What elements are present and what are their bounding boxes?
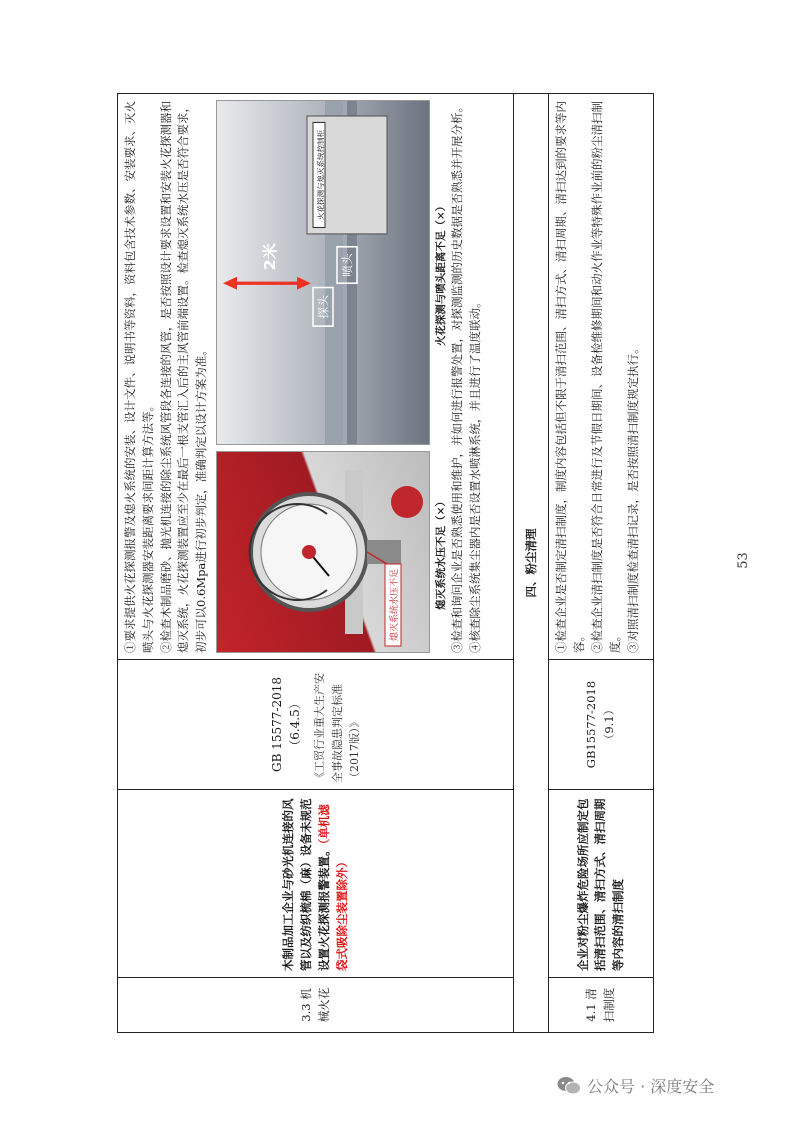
pressure-gauge-photo bbox=[216, 451, 430, 653]
standard-cell: GB15577-2018（9.1） bbox=[549, 660, 654, 790]
requirement-cell: 企业对粉尘爆炸危险场所应制定包括清扫范围、清扫方式、清扫周期等内容的清扫制度 bbox=[549, 790, 654, 978]
standard-note: 《工贸行业重大生产安全事故隐患判定标准（2017版）》 bbox=[312, 673, 362, 783]
method-1: ①检查企业是否制定清扫制度，制度内容包括但不限于清扫范围、清扫方式、清扫周期、清扫达到的要求等内容。 bbox=[554, 101, 587, 653]
photo2-tan: 探头 bbox=[316, 295, 330, 319]
method-3: ③检查和询问企业是否熟悉使用和维护，并如何进行报警处置，对探测监测的历史数据是否熟悉并开展分析。 bbox=[450, 101, 465, 653]
requirement-cell bbox=[118, 790, 514, 978]
page-number: 53 bbox=[735, 552, 751, 569]
footer-watermark bbox=[557, 1074, 714, 1097]
photo-row bbox=[216, 100, 430, 653]
spark-detector-photo bbox=[216, 100, 430, 445]
requirement-exception: （单机滤袋式吸除尘装置除外） bbox=[316, 804, 349, 971]
rotated-table-wrapper bbox=[117, 93, 654, 1033]
table-row bbox=[118, 94, 514, 1033]
photo2-plate: 火花探测与熄灭系统控制柜 bbox=[316, 129, 325, 220]
section-row bbox=[514, 94, 549, 1033]
method-cell bbox=[118, 94, 514, 660]
footer-label: 公众号 · 深度安全 bbox=[587, 1077, 715, 1096]
inspection-table bbox=[117, 93, 654, 1033]
wechat-icon bbox=[557, 1076, 581, 1096]
standard-code: GB 15577-2018（6.4.5） bbox=[269, 677, 303, 772]
method-4: ④核查除尘系统集尘器内是否设置水喷淋系统，并且进行了温度联动。 bbox=[468, 296, 483, 653]
photo2-pen: 喷头 bbox=[340, 253, 354, 277]
caption-2: 火花探测与喷头距离不足（×） bbox=[435, 200, 448, 347]
method-cell bbox=[549, 94, 654, 660]
photo1-tag: 熄灭系统水压不足 bbox=[390, 568, 401, 642]
item-cell: 3.3 机械火花 bbox=[118, 978, 514, 1033]
photo-captions bbox=[433, 100, 449, 653]
standard-cell bbox=[118, 660, 514, 790]
section-title: 四、粉尘清理 bbox=[514, 94, 549, 1033]
item-cell: 4.1 清扫制度 bbox=[549, 978, 654, 1033]
requirement-text: 木制品加工企业与砂光机连接的风管以及纺织梳棉（麻）设备未规范设置火花探测报警装置。 bbox=[281, 798, 331, 971]
method-2: ②检查企业清扫制度是否符合日常进行及节假日期间、设备检维修期间和动火作业等特殊作业前的粉尘清扫制度。 bbox=[590, 101, 622, 653]
method-3: ③对照清扫制度检查清扫记录，是否按照清扫制度规定执行。 bbox=[625, 342, 640, 653]
table-row bbox=[549, 94, 654, 1033]
method-2: ②检查木制品磨砂、抛光机连接的除尘系统风管段各连接的风管，是否按照设计要求设置和安装火花探测器和熄灭系统，火花探测装置应至少在最后一根支管汇入后的主风管前端设置。检查熄灭系统水压是否符合要求，初步可以0.6Mpa进行初步判定，准确判定以设计方案为准。 bbox=[158, 101, 209, 653]
photo2-2m: 2米 bbox=[261, 243, 279, 271]
method-1: ①要求提供火花探测报警及熄火系统的安装、设计文件、说明书等资料，资料包含技术参数、安装要求、灭火喷头与火花探测器安装距离要求间距计算方法等。 bbox=[123, 101, 155, 653]
caption-1: 熄灭系统水压不足（×） bbox=[435, 496, 448, 610]
